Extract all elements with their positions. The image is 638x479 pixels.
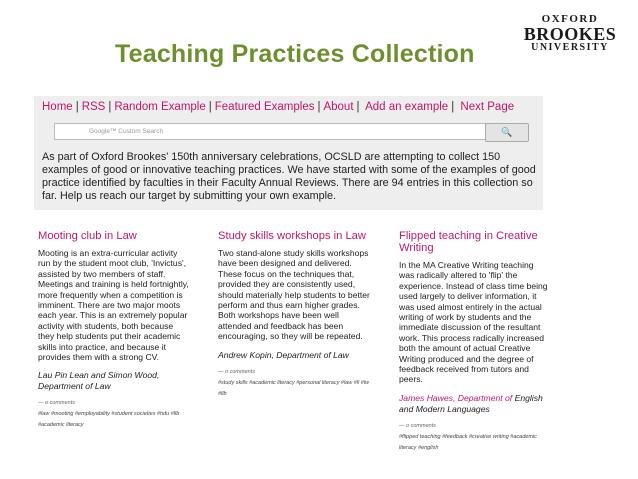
nav-rss[interactable]: RSS — [81, 101, 106, 113]
oxford-brookes-logo — [520, 14, 620, 53]
intro-text: As part of Oxford Brookes' 150th anniversary celebrations, OCSLD are attempting to collect 150 examples of good or innovative teaching practices. We have started with some of the examples of good practice identified by faculties in their Faculty Annual Reviews. There are 94 entries in this collection so far. Help us reach our target by submitting your own example. — [42, 151, 536, 202]
nav-random-example[interactable]: Random Example — [114, 101, 206, 113]
nav-about[interactable]: About — [323, 101, 354, 113]
website-header-screenshot — [34, 96, 543, 210]
entry-tags[interactable]: #law #mooting #employability #student societies #hdu #llb #academic literacy — [38, 411, 180, 429]
search-icon: 🔍 — [501, 127, 513, 137]
nav-home[interactable]: Home — [42, 101, 73, 113]
entry-title[interactable]: Flipped teaching in Creative Writing — [399, 230, 538, 254]
entry-author-department: English and Modern Languages — [399, 392, 543, 414]
nav-featured-examples[interactable]: Featured Examples — [214, 101, 315, 113]
top-nav: Home | RSS | Random Example | Featured Examples | About | Add an example | Next Page — [42, 101, 515, 113]
entry-title[interactable]: Study skills workshops in Law — [218, 230, 366, 242]
entry-study-skills — [218, 230, 370, 400]
entry-comments-link[interactable]: — o comments — [218, 368, 255, 375]
search-input[interactable]: Google™ Custom Search — [54, 123, 510, 140]
entry-comments-link[interactable]: — o comments — [399, 422, 436, 429]
entry-tags[interactable]: #study skills #academic literacy #personal literacy #law #ll #lw #llb — [218, 379, 370, 397]
entry-flipped-teaching — [399, 230, 551, 454]
entry-title[interactable]: Mooting club in Law — [38, 230, 137, 242]
logo-line-3: UNIVERSITY — [531, 42, 609, 53]
entry-mooting-club — [38, 230, 190, 431]
search-button[interactable] — [485, 123, 529, 142]
slide-title: Teaching Practices Collection — [115, 40, 475, 68]
entry-tags[interactable]: #flipped teaching #feedback #creative writing #academic literacy #english — [399, 433, 537, 451]
entry-author-name[interactable]: James Hawes, Department of — [399, 392, 513, 403]
entry-author — [399, 393, 551, 415]
entry-author: Andrew Kopin, Department of Law — [218, 349, 349, 360]
entry-body: Mooting is an extra-curricular activity run by the student moot club, 'Invictus', assisted by two members of staff. Meetings and training is held fortnightly, more frequently when a competition is imminent. There are two major moots each year. This is an extremely popular activity with students, both because they help students put their academic skills into practice, and because it provides them with a strong CV. — [38, 248, 189, 363]
logo-line-2: BROOKES — [523, 24, 617, 44]
logo-line-1: OXFORD — [541, 13, 599, 25]
nav-add-example[interactable]: Add an example — [365, 101, 449, 113]
entry-comments-link[interactable]: — o comments — [38, 400, 75, 407]
nav-next-page[interactable]: Next Page — [460, 101, 515, 113]
entry-author: Lau Pin Lean and Simon Wood, Department of Law — [38, 370, 160, 392]
entry-body: Two stand-alone study skills workshops have been designed and delivered. These focus on the techniques that, provided they are consistently used, should materially help students to better perform and thus earn higher grades. Both workshops have been well attended and feedback has been encouraging, so they will be repeated. — [218, 248, 370, 342]
entry-body: In the MA Creative Writing teaching was radically altered to 'flip' the experience. Instead of class time being used largely to deliver information, it was used almost entirely in the actual writing of work by students and the immediate discussion of the resultant work. This process radically increased both the amount of actual Creative Writing produced and the degree of feedback received from tutors and peers. — [399, 260, 548, 385]
